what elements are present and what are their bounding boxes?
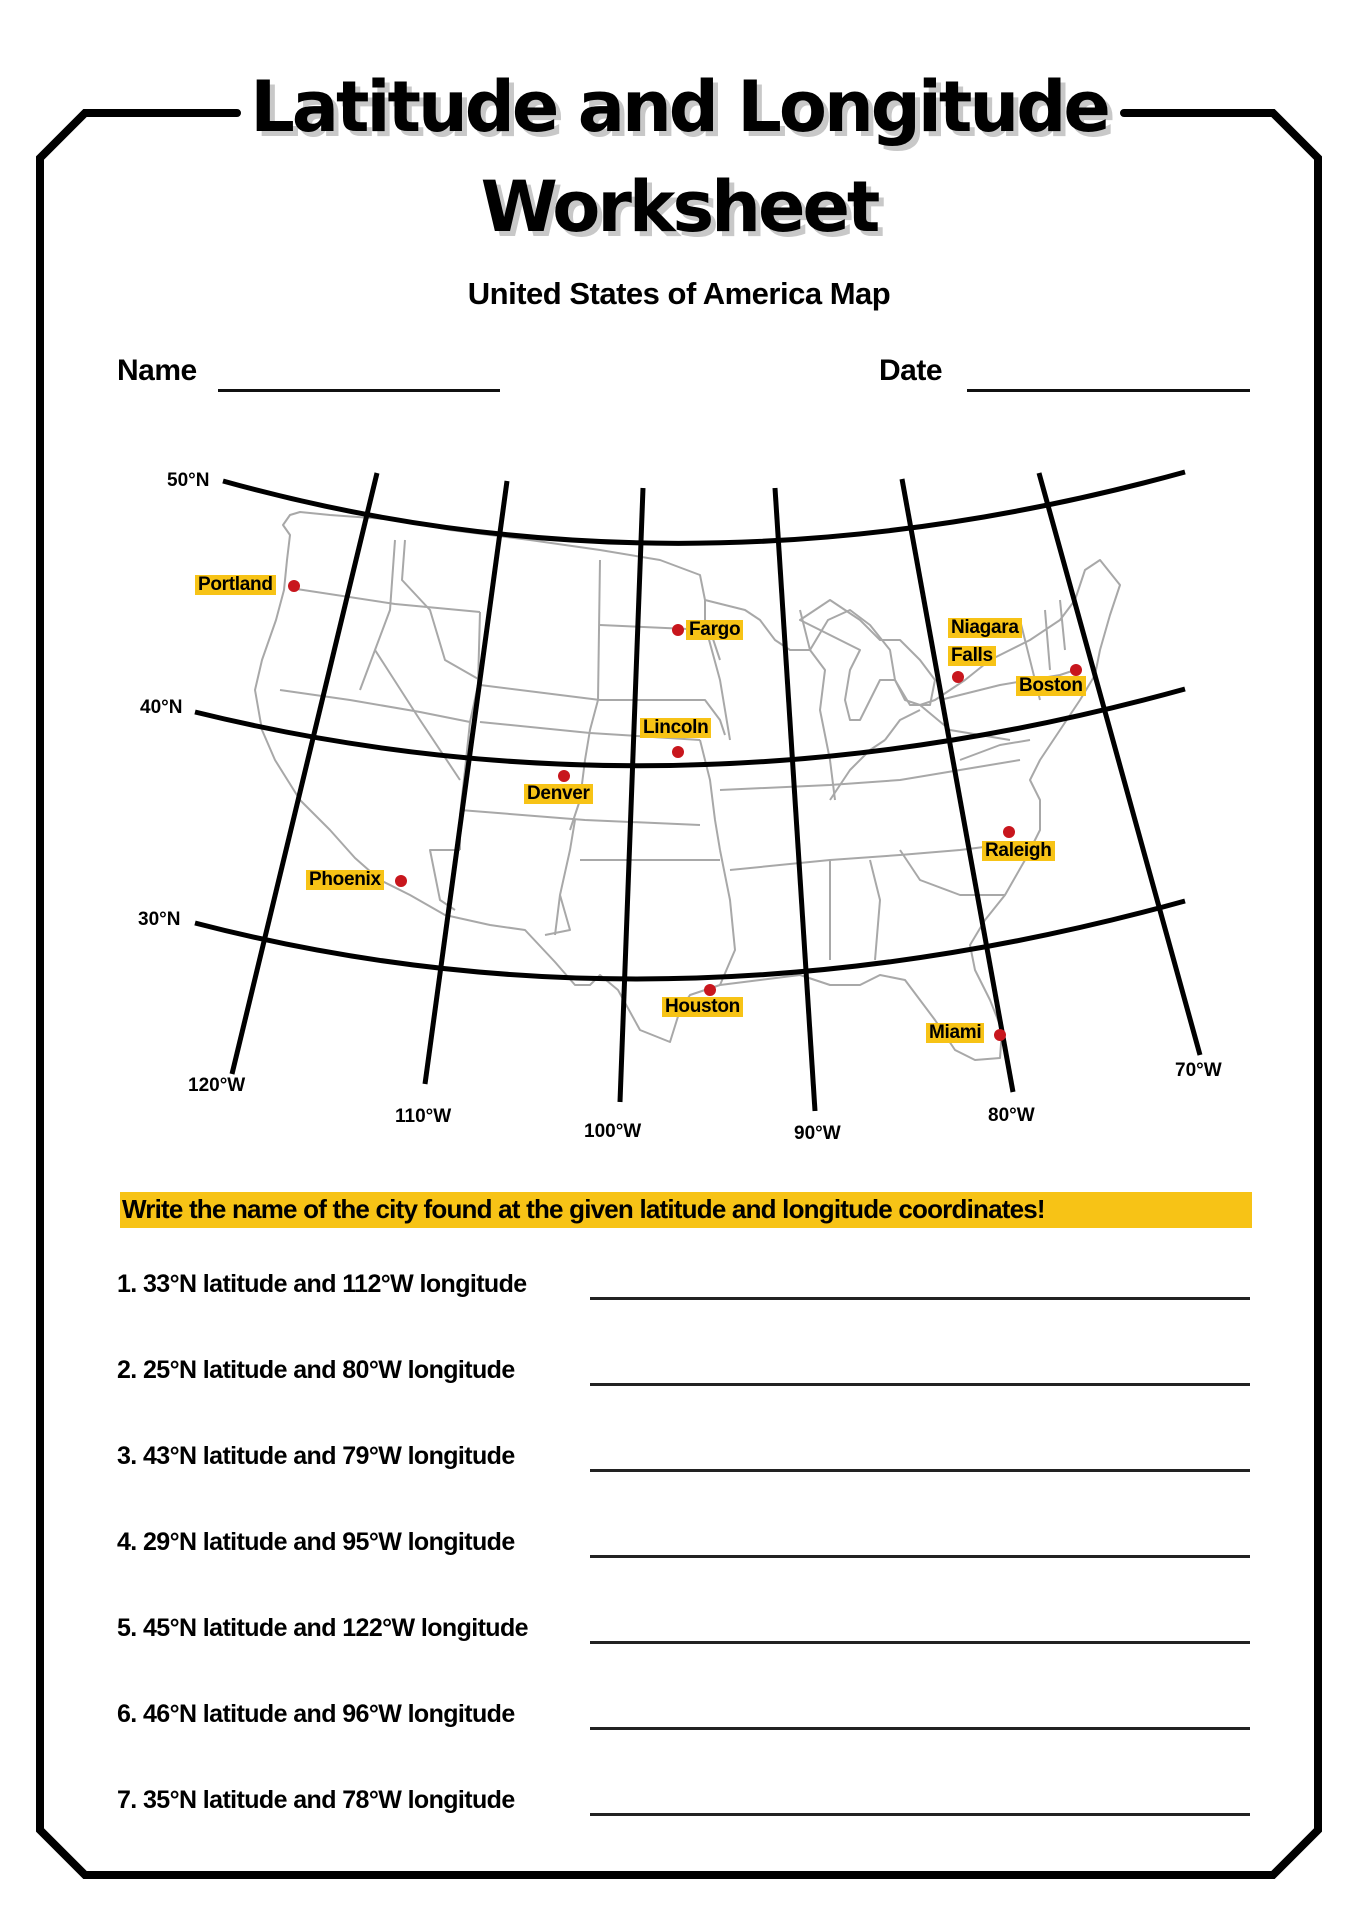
city-label-raleigh: Raleigh	[982, 841, 1055, 861]
name-label: Name	[117, 354, 197, 387]
answer-field-7[interactable]	[590, 1813, 1250, 1816]
city-dot-houston	[704, 984, 716, 996]
answer-field-4[interactable]	[590, 1555, 1250, 1558]
answer-field-3[interactable]	[590, 1469, 1250, 1472]
answer-field-5[interactable]	[590, 1641, 1250, 1644]
question-4: 4. 29°N latitude and 95°W longitude	[117, 1528, 515, 1556]
city-label-houston: Houston	[662, 997, 743, 1017]
city-dot-portland	[288, 580, 300, 592]
longitude-line-120w	[232, 473, 377, 1074]
answer-field-6[interactable]	[590, 1727, 1250, 1730]
city-label-fargo: Fargo	[686, 620, 743, 640]
latitude-label-40n: 40°N	[140, 697, 183, 718]
city-dot-phoenix	[395, 875, 407, 887]
longitude-line-90w	[775, 488, 815, 1111]
longitude-label-90w: 90°W	[794, 1123, 841, 1144]
date-label: Date	[879, 354, 943, 387]
instructions-banner: Write the name of the city found at the given latitude and longitude coordinates!	[120, 1192, 1252, 1228]
answer-field-2[interactable]	[590, 1383, 1250, 1386]
city-dot-miami	[994, 1029, 1006, 1041]
city-label-portland: Portland	[195, 575, 276, 595]
city-dot-fargo	[672, 624, 684, 636]
city-dot-lincoln	[672, 746, 684, 758]
longitude-line-110w	[425, 481, 507, 1084]
longitude-line-100w	[620, 488, 643, 1102]
question-2: 2. 25°N latitude and 80°W longitude	[117, 1356, 515, 1384]
question-3: 3. 43°N latitude and 79°W longitude	[117, 1442, 515, 1470]
longitude-line-80w	[902, 479, 1013, 1092]
page-title-line-1: Latitude and Longitude	[250, 66, 1108, 148]
longitude-label-100w: 100°W	[584, 1121, 642, 1142]
question-7: 7. 35°N latitude and 78°W longitude	[117, 1786, 515, 1814]
city-label-lincoln: Lincoln	[640, 718, 711, 738]
longitude-label-70w: 70°W	[1175, 1060, 1222, 1081]
longitude-line-70w	[1039, 473, 1200, 1055]
city-dot-denver	[558, 770, 570, 782]
latitude-label-50n: 50°N	[167, 470, 210, 491]
page-subtitle: United States of America Map	[467, 276, 891, 311]
city-dot-niagara-falls	[952, 671, 964, 683]
longitude-label-120w: 120°W	[188, 1075, 246, 1096]
longitude-label-80w: 80°W	[988, 1105, 1035, 1126]
question-6: 6. 46°N latitude and 96°W longitude	[117, 1700, 515, 1728]
question-1: 1. 33°N latitude and 112°W longitude	[117, 1270, 527, 1298]
city-label-miami: Miami	[926, 1023, 984, 1043]
city-label-niagara-line1: Niagara	[948, 618, 1022, 638]
city-label-boston: Boston	[1016, 676, 1086, 696]
city-dot-raleigh	[1003, 826, 1015, 838]
answer-field-1[interactable]	[590, 1297, 1250, 1300]
longitude-label-110w: 110°W	[395, 1106, 452, 1127]
latitude-line-30n	[195, 901, 1185, 979]
latitude-label-30n: 30°N	[138, 909, 181, 930]
city-label-niagara-line2: Falls	[948, 646, 996, 666]
question-5: 5. 45°N latitude and 122°W longitude	[117, 1614, 528, 1642]
city-label-phoenix: Phoenix	[306, 870, 384, 890]
city-label-denver: Denver	[524, 784, 593, 804]
page-title-line-2: Worksheet	[480, 166, 878, 248]
